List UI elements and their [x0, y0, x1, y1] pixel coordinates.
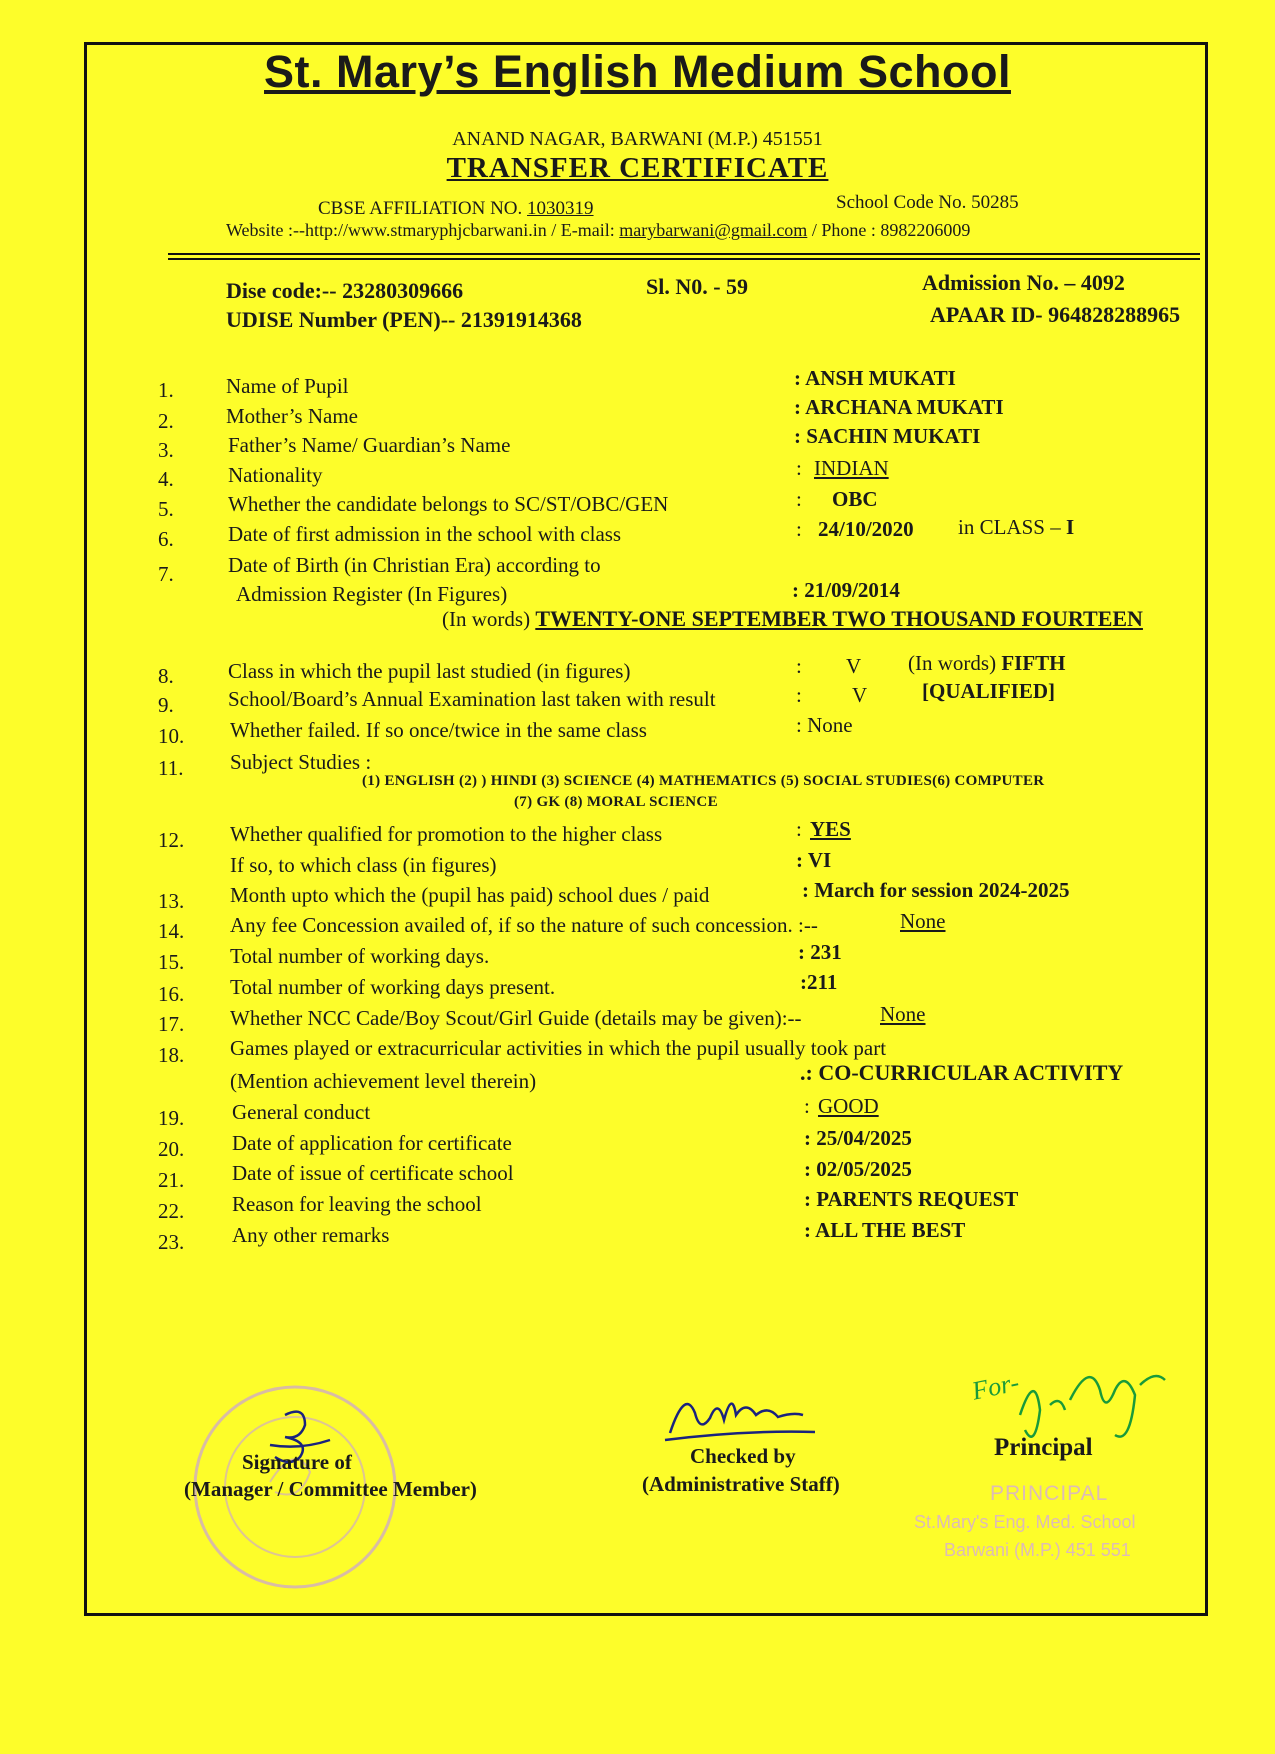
field-value: : 02/05/2025 [804, 1157, 912, 1181]
field-separator: : [796, 654, 802, 678]
field-value: OBC [832, 487, 878, 511]
field-value: V [852, 683, 868, 707]
field-value: GOOD [818, 1094, 879, 1118]
row-number: 14. [158, 919, 185, 943]
header-divider-bottom [168, 258, 1200, 260]
row-number: 16. [158, 982, 185, 1006]
row-number: 10. [158, 724, 185, 748]
field-value: : 25/04/2025 [804, 1126, 912, 1150]
school-code: School Code No. 50285 [836, 192, 1019, 213]
row-number: 11. [158, 756, 184, 780]
field-label: Mother’s Name [226, 404, 358, 428]
field-label: Date of first admission in the school with class [228, 522, 622, 546]
staff-signature-label: Checked by [690, 1444, 796, 1468]
field-value: : PARENTS REQUEST [804, 1187, 1019, 1211]
principal-stamp-title: PRINCIPAL [990, 1482, 1109, 1505]
field-label: School/Board’s Annual Examination last taken with result [228, 687, 716, 711]
school-name: St. Mary’s English Medium School [264, 46, 1011, 97]
row-number: 15. [158, 950, 185, 974]
dob-words-value: TWENTY-ONE SEPTEMBER TWO THOUSAND FOURTEEN [535, 606, 1143, 631]
school-address: ANAND NAGAR, BARWANI (M.P.) 451551 [452, 128, 823, 150]
field-value: None [880, 1002, 926, 1026]
field-label-continued: Admission Register (In Figures) [236, 582, 508, 606]
row-number: 6. [158, 527, 174, 551]
row-number: 17. [158, 1012, 185, 1036]
field-label: Reason for leaving the school [232, 1192, 482, 1216]
field-label-continued: If so, to which class (in figures) [230, 853, 497, 877]
field-value: : 231 [798, 940, 842, 964]
field-label: Date of issue of certificate school [232, 1161, 514, 1185]
row-number: 22. [158, 1199, 185, 1223]
field-value: : ARCHANA MUKATI [794, 395, 1004, 419]
field-value: : 21/09/2014 [792, 578, 900, 602]
row-number: 18. [158, 1043, 185, 1067]
row-number: 4. [158, 467, 174, 491]
row-number: 13. [158, 889, 185, 913]
field-separator: : [796, 517, 802, 541]
dise-code: Dise code:-- 23280309666 [226, 278, 464, 303]
certificate-title: TRANSFER CERTIFICATE [446, 152, 829, 184]
field-value: .: CO-CURRICULAR ACTIVITY [800, 1060, 1124, 1085]
field-label: Total number of working days. [230, 944, 490, 968]
class-words-label: (In words) [908, 651, 997, 675]
field-label: Any fee Concession availed of, if so the nature of such concession. :-- [230, 913, 818, 937]
field-label-continued: (Mention achievement level therein) [230, 1069, 537, 1093]
field-label: Whether the candidate belongs to SC/ST/OBC/GEN [228, 492, 669, 516]
admission-class [958, 515, 1074, 540]
field-label: Date of Birth (in Christian Era) according to [228, 553, 601, 577]
row-number: 9. [158, 693, 174, 717]
field-value: V [846, 654, 862, 678]
staff-signature-title: (Administrative Staff) [642, 1472, 840, 1496]
field-label: Whether NCC Cade/Boy Scout/Girl Guide (details may be given):-- [230, 1006, 802, 1030]
header-divider-top [168, 253, 1200, 255]
subjects-line-2: (7) GK (8) MORAL SCIENCE [514, 794, 718, 810]
field-label: Subject Studies : [230, 750, 372, 774]
field-separator: : [796, 817, 802, 841]
field-value: INDIAN [814, 456, 889, 480]
exam-result: [QUALIFIED] [922, 679, 1056, 703]
affiliation-label: CBSE AFFILIATION NO. [318, 198, 523, 219]
field-value: YES [810, 817, 851, 841]
field-separator: : [796, 487, 802, 511]
field-label: Date of application for certificate [232, 1131, 512, 1155]
row-number: 19. [158, 1106, 185, 1130]
row-number: 5. [158, 497, 174, 521]
dob-words [442, 606, 1143, 632]
field-label: Whether failed. If so once/twice in the same class [230, 718, 647, 742]
dob-words-label: (In words) [442, 607, 531, 631]
field-label: General conduct [232, 1100, 371, 1124]
serial-number: Sl. N0. - 59 [646, 274, 749, 299]
principal-label: Principal [994, 1434, 1093, 1461]
phone-number: / Phone : 8982206009 [811, 220, 971, 240]
row-number: 23. [158, 1230, 185, 1254]
field-label: Any other remarks [232, 1223, 390, 1247]
row-number: 1. [158, 378, 174, 402]
field-label: Games played or extracurricular activities in which the pupil usually took part [230, 1036, 887, 1060]
field-value-continued: : VI [796, 848, 832, 872]
row-number: 3. [158, 438, 174, 462]
field-label: Month upto which the (pupil has paid) school dues / paid [230, 883, 710, 907]
manager-signature-title: (Manager / Committee Member) [184, 1477, 477, 1501]
row-number: 2. [158, 409, 174, 433]
contact-line [226, 220, 970, 241]
field-label: Whether qualified for promotion to the higher class [230, 822, 663, 846]
field-value: : ANSH MUKATI [794, 366, 956, 390]
admission-class-value: I [1065, 515, 1075, 539]
class-words-value: FIFTH [1001, 651, 1066, 675]
apaar-id: APAAR ID- 964828288965 [930, 302, 1181, 327]
field-separator: : [796, 683, 802, 707]
principal-stamp-address: Barwani (M.P.) 451 551 [944, 1540, 1131, 1560]
manager-signature-label: Signature of [242, 1450, 352, 1474]
row-number: 7. [158, 562, 174, 586]
subjects-line-1: (1) ENGLISH (2) ) HINDI (3) SCIENCE (4) MATHEMATICS (5) SOCIAL STUDIES(6) COMPUTER [362, 773, 1045, 789]
udise-number: UDISE Number (PEN)-- 21391914368 [226, 307, 582, 332]
field-label: Total number of working days present. [230, 975, 556, 999]
field-value: : None [796, 713, 853, 737]
field-value: : ALL THE BEST [804, 1218, 966, 1242]
field-label: Class in which the pupil last studied (in figures) [228, 659, 631, 683]
principal-signature-prefix: For- [969, 1367, 1022, 1406]
affiliation-number: 1030319 [527, 198, 594, 219]
field-value: : March for session 2024-2025 [802, 878, 1070, 902]
email-link[interactable]: marybarwani@gmail.com [619, 220, 808, 240]
field-value: :211 [800, 970, 838, 994]
principal-stamp-school: St.Mary's Eng. Med. School [914, 1512, 1136, 1532]
field-value: 24/10/2020 [818, 517, 914, 541]
field-label: Nationality [228, 463, 323, 487]
admission-number: Admission No. – 4092 [922, 270, 1125, 295]
row-number: 21. [158, 1168, 185, 1192]
field-label: Father’s Name/ Guardian’s Name [228, 433, 511, 457]
row-number: 8. [158, 664, 174, 688]
admission-class-label: in CLASS – [958, 515, 1061, 539]
field-value: : SACHIN MUKATI [794, 424, 981, 448]
affiliation-line [318, 198, 594, 220]
field-separator: : [804, 1094, 810, 1118]
class-words [908, 651, 1065, 676]
row-number: 12. [158, 828, 185, 852]
website-label: Website :--http://www.stmaryphjcbarwani.in / E-mail: [226, 220, 615, 240]
row-number: 20. [158, 1137, 185, 1161]
field-value: None [900, 909, 946, 933]
field-label: Name of Pupil [226, 374, 349, 398]
field-separator: : [796, 456, 802, 480]
